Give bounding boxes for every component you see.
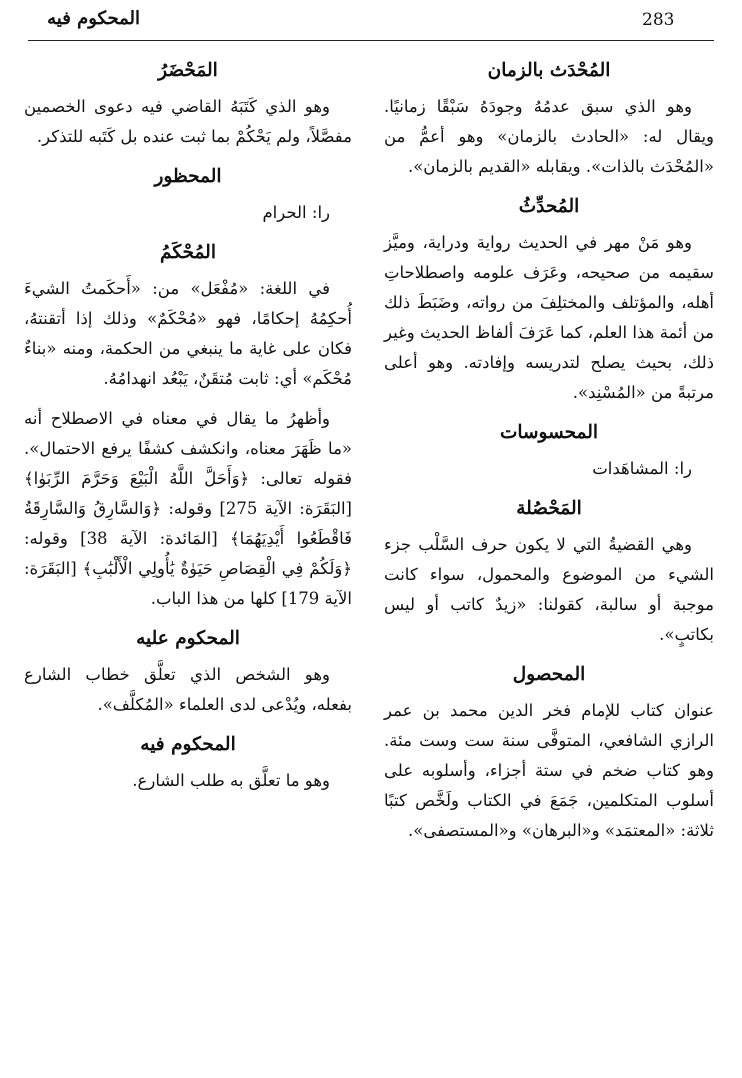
entry-muhaddith — [384, 186, 714, 408]
running-head: المحكوم فيه — [47, 8, 140, 29]
entry-heading: المحكوم فيه — [140, 734, 236, 755]
entry-text: وهو الذي سبق عدمُهُ وجودَهُ سَبْقًا زمانيًا. ويقال له: «الحادث بالزمان» وهو أعمُّ من «المُحْدَث بالذات». ويقابله «القديم بالزمان». — [384, 97, 714, 176]
entry-text: وهي القضيةُ التي لا يكون حرف السَّلْب جزء الشيء من الموضوع والمحمول، سواء كانت موجبة أو سالبة، كقولنا: «زيدٌ كاتب أو ليس بكاتبٍ». — [384, 535, 714, 644]
entry-mahdar — [24, 50, 352, 152]
entry-text: عنوان كتاب للإمام فخر الدين محمد بن عمر الرازي الشافعي، المتوفَّى سنة ست وست مئة. وهو كتاب ضخم في ستة أجزاء، وأسلوبه على أسلوب المتكلمين، جَمَعَ في الكتاب ولَخَّص كتبًا ثلاثة: «المعتمَد» و«البرهان» و«المستصفى». — [384, 701, 714, 840]
entry-muhdath-bizzaman — [384, 50, 714, 182]
entry-heading: المحصول — [512, 664, 586, 685]
entry-text: را: المشاهَدات — [592, 459, 692, 478]
entry-heading: المُحْدَث بالزمان — [487, 60, 611, 81]
entry-text: وهو مَنْ مهر في الحديث رواية ودراية، وميَّز سقيمه من صحيحه، وعَرَف علومه واصطلاحاتِ أهله، والمؤتلف والمختلِفَ من رواته، وضَبَطَ ذلك من أئمة هذا العلم، كما عَرَفَ ألفاظ الحديث وغير ذلك، بحيث يصلح لتدريسه وإفادته. وهو أعلى مرتبةً من «المُسْنِد». — [384, 233, 714, 402]
left-column — [24, 46, 352, 796]
entry-mahsula — [384, 488, 714, 650]
right-column — [384, 46, 714, 846]
entry-heading: المُحْكَمُ — [160, 242, 216, 263]
entry-text: في اللغة: «مُفْعَل» من: «أَحكَمتُ الشيءَ أُحكِمُهُ إحكامًا، فهو «مُحْكَمٌ» وذلك إذا أتقنتهُ، فكان على غاية ما ينبغي من الحكمة، ومنه «بناءٌ مُحْكَم» أي: ثابت مُتقَنٌ، يَبْعُد انهدامُهُ. — [24, 279, 352, 388]
entry-text: وهو الذي كَتَبَهُ القاضي فيه دعوى الخصمين مفصَّلاً، ولم يَحْكُمْ بما ثبت عنده بل كَتَبه للتذكر. — [24, 97, 352, 146]
entry-mahsul — [384, 654, 714, 846]
entry-mahkum-fih — [24, 724, 352, 796]
entry-mahkum-alayh — [24, 618, 352, 720]
paragraph-gap — [24, 394, 352, 404]
entry-text: را: الحرام — [262, 203, 330, 222]
entry-heading: المَحْصُلة — [516, 498, 582, 519]
entry-heading: المَحْضَرُ — [158, 60, 218, 81]
entry-mahsusat — [384, 412, 714, 484]
page-number: 283 — [642, 10, 675, 30]
entry-heading: المُحدِّثُ — [518, 196, 580, 217]
entry-heading: المحسوسات — [499, 422, 599, 443]
entry-text: وأظهرُ ما يقال في معناه في الاصطلاح أنه «ما ظَهَرَ معناه، وانكشف كشفًا يرفع الاحتمال». فقوله تعالى: ﴿وَأَحَلَّ اللَّهُ الْبَيْعَ وَحَرَّمَ الرِّبَوٰا﴾ [البَقَرَة: الآية 275] وقوله: ﴿وَالسَّارِقُ وَالسَّارِقَةُ فَاقْطَعُوا أَيْدِيَهُمَا﴾ [المَائدة: الآية 38] وقوله: ﴿وَلَكُمْ فِي الْقِصَاصِ حَيَوٰةٌ يَٰأُولِي الْأَلْبَٰبِ﴾ [البَقَرَة: الآية 179] كلها من هذا الباب. — [24, 409, 352, 608]
entry-heading: المحظور — [154, 166, 222, 187]
page-header — [0, 0, 742, 44]
entry-mahzur — [24, 156, 352, 228]
entry-text: وهو ما تعلَّق به طلب الشارع. — [132, 771, 330, 790]
entry-text: وهو الشخص الذي تعلَّق خطاب الشارع بفعله، ويُدْعى لدى العلماء «المُكلَّف». — [24, 665, 352, 714]
header-rule — [28, 40, 714, 41]
entry-muhkam — [24, 232, 352, 614]
entry-heading: المحكوم عليه — [136, 628, 240, 649]
